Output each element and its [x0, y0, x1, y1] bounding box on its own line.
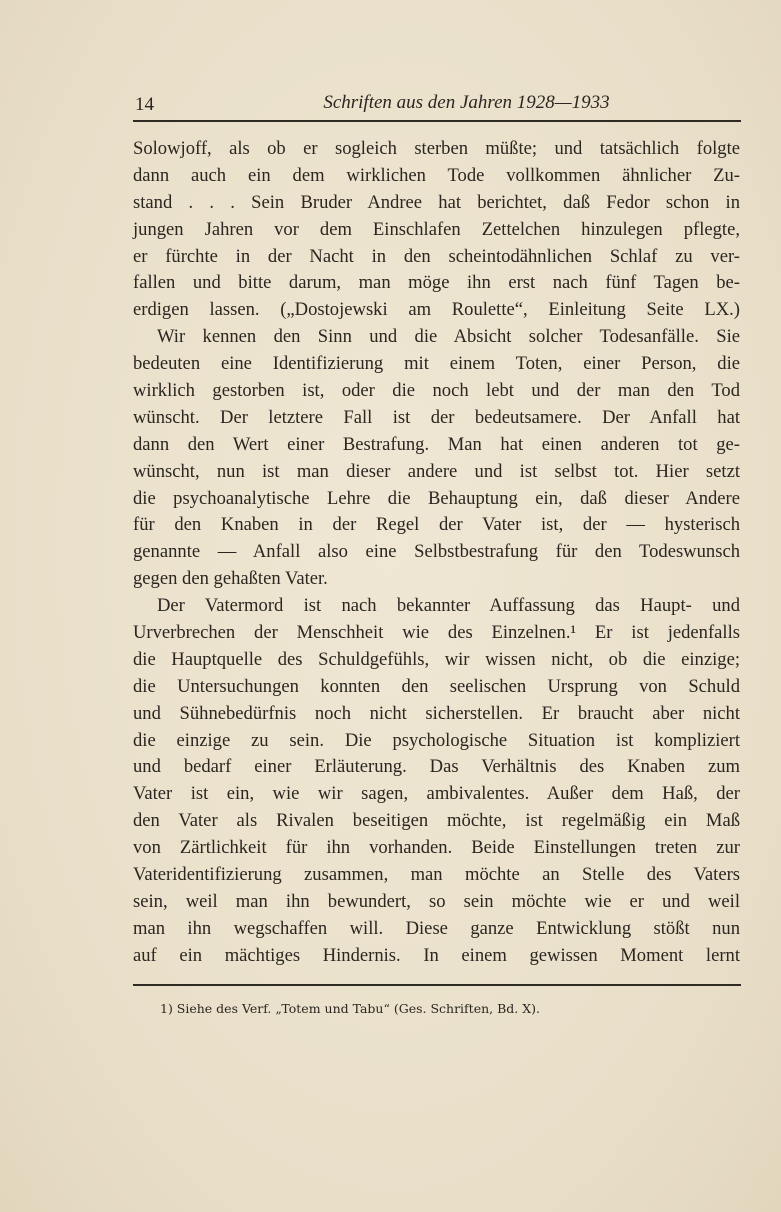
running-title: Schriften aus den Jahren 1928—1933	[323, 92, 610, 113]
text-line: Vater ist ein, wie wir sagen, ambivalentes. Außer dem Haß, der	[133, 783, 740, 805]
paragraph	[133, 136, 740, 324]
text-line: sein, weil man ihn bewundert, so sein möchte wie er und weil	[133, 890, 740, 912]
text-line: und bedarf einer Erläuterung. Das Verhältnis des Knaben zum	[133, 756, 740, 778]
text-line: jungen Jahren vor dem Einschlafen Zettelchen hinzulegen pflegte,	[133, 218, 740, 240]
text-line: stand . . . Sein Bruder Andree hat berichtet, daß Fedor schon in	[133, 191, 740, 213]
text-line: die Untersuchungen konnten den seelischen Ursprung von Schuld	[133, 675, 740, 697]
text-line: erdigen lassen. („Dostojewski am Roulette“, Einleitung Seite LX.)	[133, 299, 740, 321]
text-line: dann auch ein dem wirklichen Tode vollkommen ähnlicher Zu-	[133, 164, 740, 186]
text-line: Solowjoff, als ob er sogleich sterben müßte; und tatsächlich folgte	[133, 138, 740, 159]
footnote: 1) Siehe des Verf. „Totem und Tabu“ (Ges. Schriften, Bd. X).	[160, 1001, 540, 1016]
text-line: dann den Wert einer Bestrafung. Man hat einen anderen tot ge-	[133, 433, 740, 455]
text-line: die Hauptquelle des Schuldgefühls, wir wissen nicht, ob die einzige;	[133, 648, 740, 670]
footnote-rule	[133, 984, 741, 986]
page-number: 14	[135, 94, 154, 115]
paragraph	[133, 593, 740, 969]
paragraph	[133, 324, 740, 593]
text-line: man ihn wegschaffen will. Diese ganze Entwicklung stößt nun	[133, 917, 740, 939]
text-line: den Vater als Rivalen beseitigen möchte, ist regelmäßig ein Maß	[133, 810, 740, 832]
text-line: wünscht, nun ist man dieser andere und ist selbst tot. Hier setzt	[133, 460, 740, 482]
text-line: genannte — Anfall also eine Selbstbestrafung für den Todeswunsch	[133, 541, 740, 563]
text-line: Vateridentifizierung zusammen, man möchte an Stelle des Vaters	[133, 864, 740, 886]
text-line: für den Knaben in der Regel der Vater ist, der — hysterisch	[133, 514, 740, 536]
body-text	[133, 136, 740, 970]
text-line: die psychoanalytische Lehre die Behauptung ein, daß dieser Andere	[133, 487, 740, 509]
text-line: Wir kennen den Sinn und die Absicht solcher Todesanfälle. Sie	[157, 326, 740, 348]
text-line: bedeuten eine Identifizierung mit einem Toten, einer Person, die	[133, 353, 740, 375]
header-rule	[133, 120, 741, 122]
text-line: gegen den gehaßten Vater.	[133, 568, 328, 590]
text-line: fallen und bitte darum, man möge ihn erst nach fünf Tagen be-	[133, 272, 740, 294]
text-line: von Zärtlichkeit für ihn vorhanden. Beide Einstellungen treten zur	[133, 837, 740, 859]
text-line: er fürchte in der Nacht in den scheintodähnlichen Schlaf zu ver-	[133, 245, 740, 267]
page-header	[133, 92, 740, 118]
text-line: die einzige zu sein. Die psychologische Situation ist kompliziert	[133, 729, 740, 751]
text-line: Urverbrechen der Menschheit wie des Einzelnen.¹ Er ist jedenfalls	[133, 622, 740, 644]
text-line: Der Vatermord ist nach bekannter Auffassung das Haupt- und	[157, 595, 740, 617]
text-line: und Sühnebedürfnis noch nicht sicherstellen. Er braucht aber nicht	[133, 702, 740, 724]
text-line: wünscht. Der letztere Fall ist der bedeutsamere. Der Anfall hat	[133, 406, 740, 428]
text-line: wirklich gestorben ist, oder die noch lebt und der man den Tod	[133, 380, 740, 402]
text-line: auf ein mächtiges Hindernis. In einem gewissen Moment lernt	[133, 944, 740, 966]
